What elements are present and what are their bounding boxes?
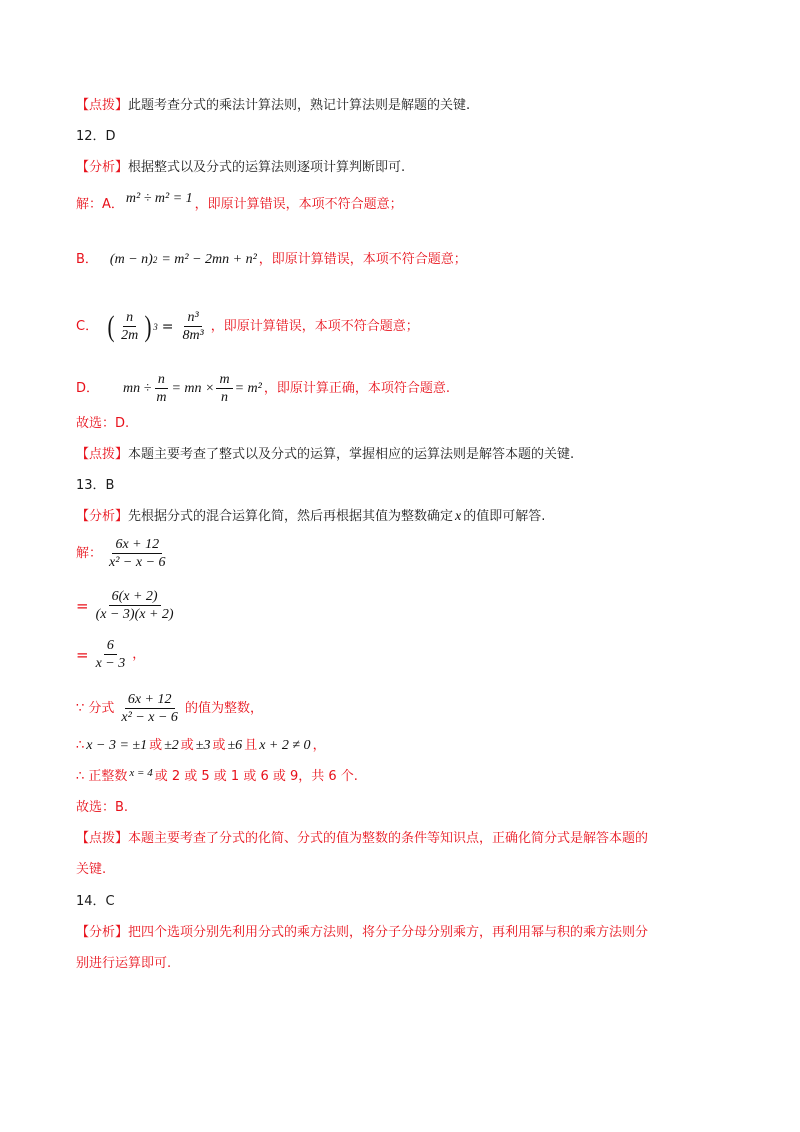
option-b-rhs: = m² − 2mn + n² [161,252,257,267]
step-5-and: 且 [244,738,258,753]
fraction-numerator: n [155,372,168,389]
fraction-numerator: 6 [104,638,117,655]
answer-number: 14．C [76,894,115,909]
analysis-text: 根据整式以及分式的运算法则逐项计算判断即可. [128,160,406,175]
step-2-fraction [93,589,177,622]
tip-text: 此题考查分式的乘法计算法则，熟记计算法则是解题的关键. [128,98,471,113]
analysis-line-13 [76,507,730,527]
fraction-numerator: n [123,310,136,327]
step-3-fraction [93,638,129,671]
analysis-text-2: 别进行运算即可. [76,956,172,971]
solution-step-1 [76,537,730,570]
option-b-exp: 2 [152,255,158,265]
step-4-text: 的值为整数， [184,700,263,716]
fraction-denominator: n [221,390,229,405]
option-d-fraction-2 [216,372,232,405]
equals-sign: = [76,596,89,615]
option-d-part3: = m² [234,380,262,396]
solution-step-3 [76,638,730,671]
analysis-line-14-cont [76,954,730,974]
step-5-m4: ±6 [227,738,243,753]
step-1-fraction [106,537,169,570]
analysis-text: 先根据分式的混合运算化简，然后再根据其值为整数确定 [128,509,454,524]
tip-text-2: 关键. [76,862,107,877]
solution-label: 解： [76,545,103,561]
step-5-m3: ±3 [195,738,211,753]
fraction-denominator: x² − x − 6 [109,555,166,570]
step-6-text: 或 2 或 5 或 1 或 6 或 9，共 6 个. [154,769,358,784]
step-6-lead: ∴ 正整数 [76,769,128,784]
step-6-variable: x = 4 [129,767,153,779]
choose-line-12 [76,414,730,434]
option-d-part2: = mn × [171,380,215,396]
analysis-text: 把四个选项分别先利用分式的乘方法则，将分子分母分别乘方，再利用幂与积的乘方法则分 [128,925,649,940]
analysis-tag: 【分析】 [76,160,129,175]
option-d-fraction-1 [153,372,169,405]
option-b-lhs: (m − n) [109,252,153,267]
fraction-denominator: x − 3 [95,656,126,671]
tip-tag: 【点拨】 [76,98,129,113]
fraction-denominator: 2m [121,328,139,343]
fraction-denominator: m [156,390,167,405]
step-3-math [91,638,131,671]
option-d-math [123,372,262,405]
tip-line-11 [76,96,730,116]
analysis-tag: 【分析】 [76,925,129,940]
option-c-text: ，即原计算错误，本项不符合题意； [210,318,419,334]
step-5-or1: 或 [149,738,163,753]
fraction-numerator: m [216,372,232,389]
answer-number: 13．B [76,478,115,493]
step-1-math [104,537,171,570]
question-14-answer [76,892,730,912]
fraction-numerator: 6(x + 2) [109,589,161,606]
option-c-line [76,310,730,343]
tip-text: 本题主要考查了整式以及分式的运算，掌握相应的运算法则是解答本题的关键. [128,447,575,462]
option-a-text: ，即原计算错误，本项不符合题意； [194,197,403,212]
option-d-label: D． [76,380,100,396]
option-c-math [106,310,209,343]
step-5-m1: x − 3 = ±1 [86,738,148,753]
analysis-tag: 【分析】 [76,509,129,524]
option-c-result-fraction [179,310,206,343]
step-5-tail: ， [312,738,326,753]
equals-sign: = [76,645,89,664]
solution-step-5 [76,736,730,756]
fraction-numerator: n³ [184,310,201,327]
step-2-math [91,589,179,622]
option-b-line [76,250,730,270]
option-d-text: ，即原计算正确，本项符合题意. [263,380,450,396]
fraction-numerator: 6x + 12 [112,537,162,554]
tip-line-12 [76,445,730,465]
solution-step-6 [76,767,730,787]
choose-text: 故选：B. [76,800,129,815]
tip-tag: 【点拨】 [76,831,129,846]
analysis-text-2: 的值即可解答. [463,509,546,524]
step-4-lead: ∵ 分式 [76,700,115,716]
equals-sign: = [161,318,174,335]
fraction-denominator: (x − 3)(x + 2) [95,607,174,622]
step-4-fraction [118,692,181,725]
step-3-tail: ， [132,646,146,662]
option-d-line [76,372,730,405]
step-5-or3: 或 [212,738,226,753]
analysis-variable: x [455,509,462,524]
option-c-label: C． [76,318,99,334]
answer-number: 12．D [76,129,116,144]
option-a-label: 解：A． [76,197,124,212]
step-5-m5: x + 2 ≠ 0 [259,738,311,753]
fraction-numerator: 6x + 12 [125,692,175,709]
option-b-label: B． [76,252,98,267]
step-5-lead: ∴ [76,738,85,753]
solution-step-4 [76,692,730,725]
step-5-or2: 或 [180,738,194,753]
option-a-line [76,191,730,215]
option-b-math [110,250,257,270]
option-b-text: ，即原计算错误，本项不符合题意； [258,252,467,267]
question-13-answer [76,476,730,496]
tip-line-13-cont [76,860,730,880]
left-paren: ( [107,309,115,343]
fraction-denominator: x² − x − 6 [121,710,178,725]
option-c-exp: 3 [153,321,158,332]
question-12-answer [76,127,730,147]
right-paren: ) [144,309,152,343]
fraction-denominator: 8m³ [182,328,204,343]
analysis-line-14 [76,923,730,943]
option-d-part1: mn ÷ [123,380,152,396]
solution-step-2 [76,589,730,622]
option-a-math: m² ÷ m² = 1 [125,191,193,206]
step-4-math [116,692,183,725]
tip-line-13 [76,829,730,849]
tip-text: 本题主要考查了分式的化简、分式的值为整数的条件等知识点，正确化简分式是解答本题的 [128,831,649,846]
step-5-m2: ±2 [164,738,179,753]
option-c-inner-fraction [118,310,141,343]
analysis-line-12 [76,158,730,178]
choose-text: 故选：D. [76,416,130,431]
choose-line-13 [76,798,730,818]
tip-tag: 【点拨】 [76,447,129,462]
